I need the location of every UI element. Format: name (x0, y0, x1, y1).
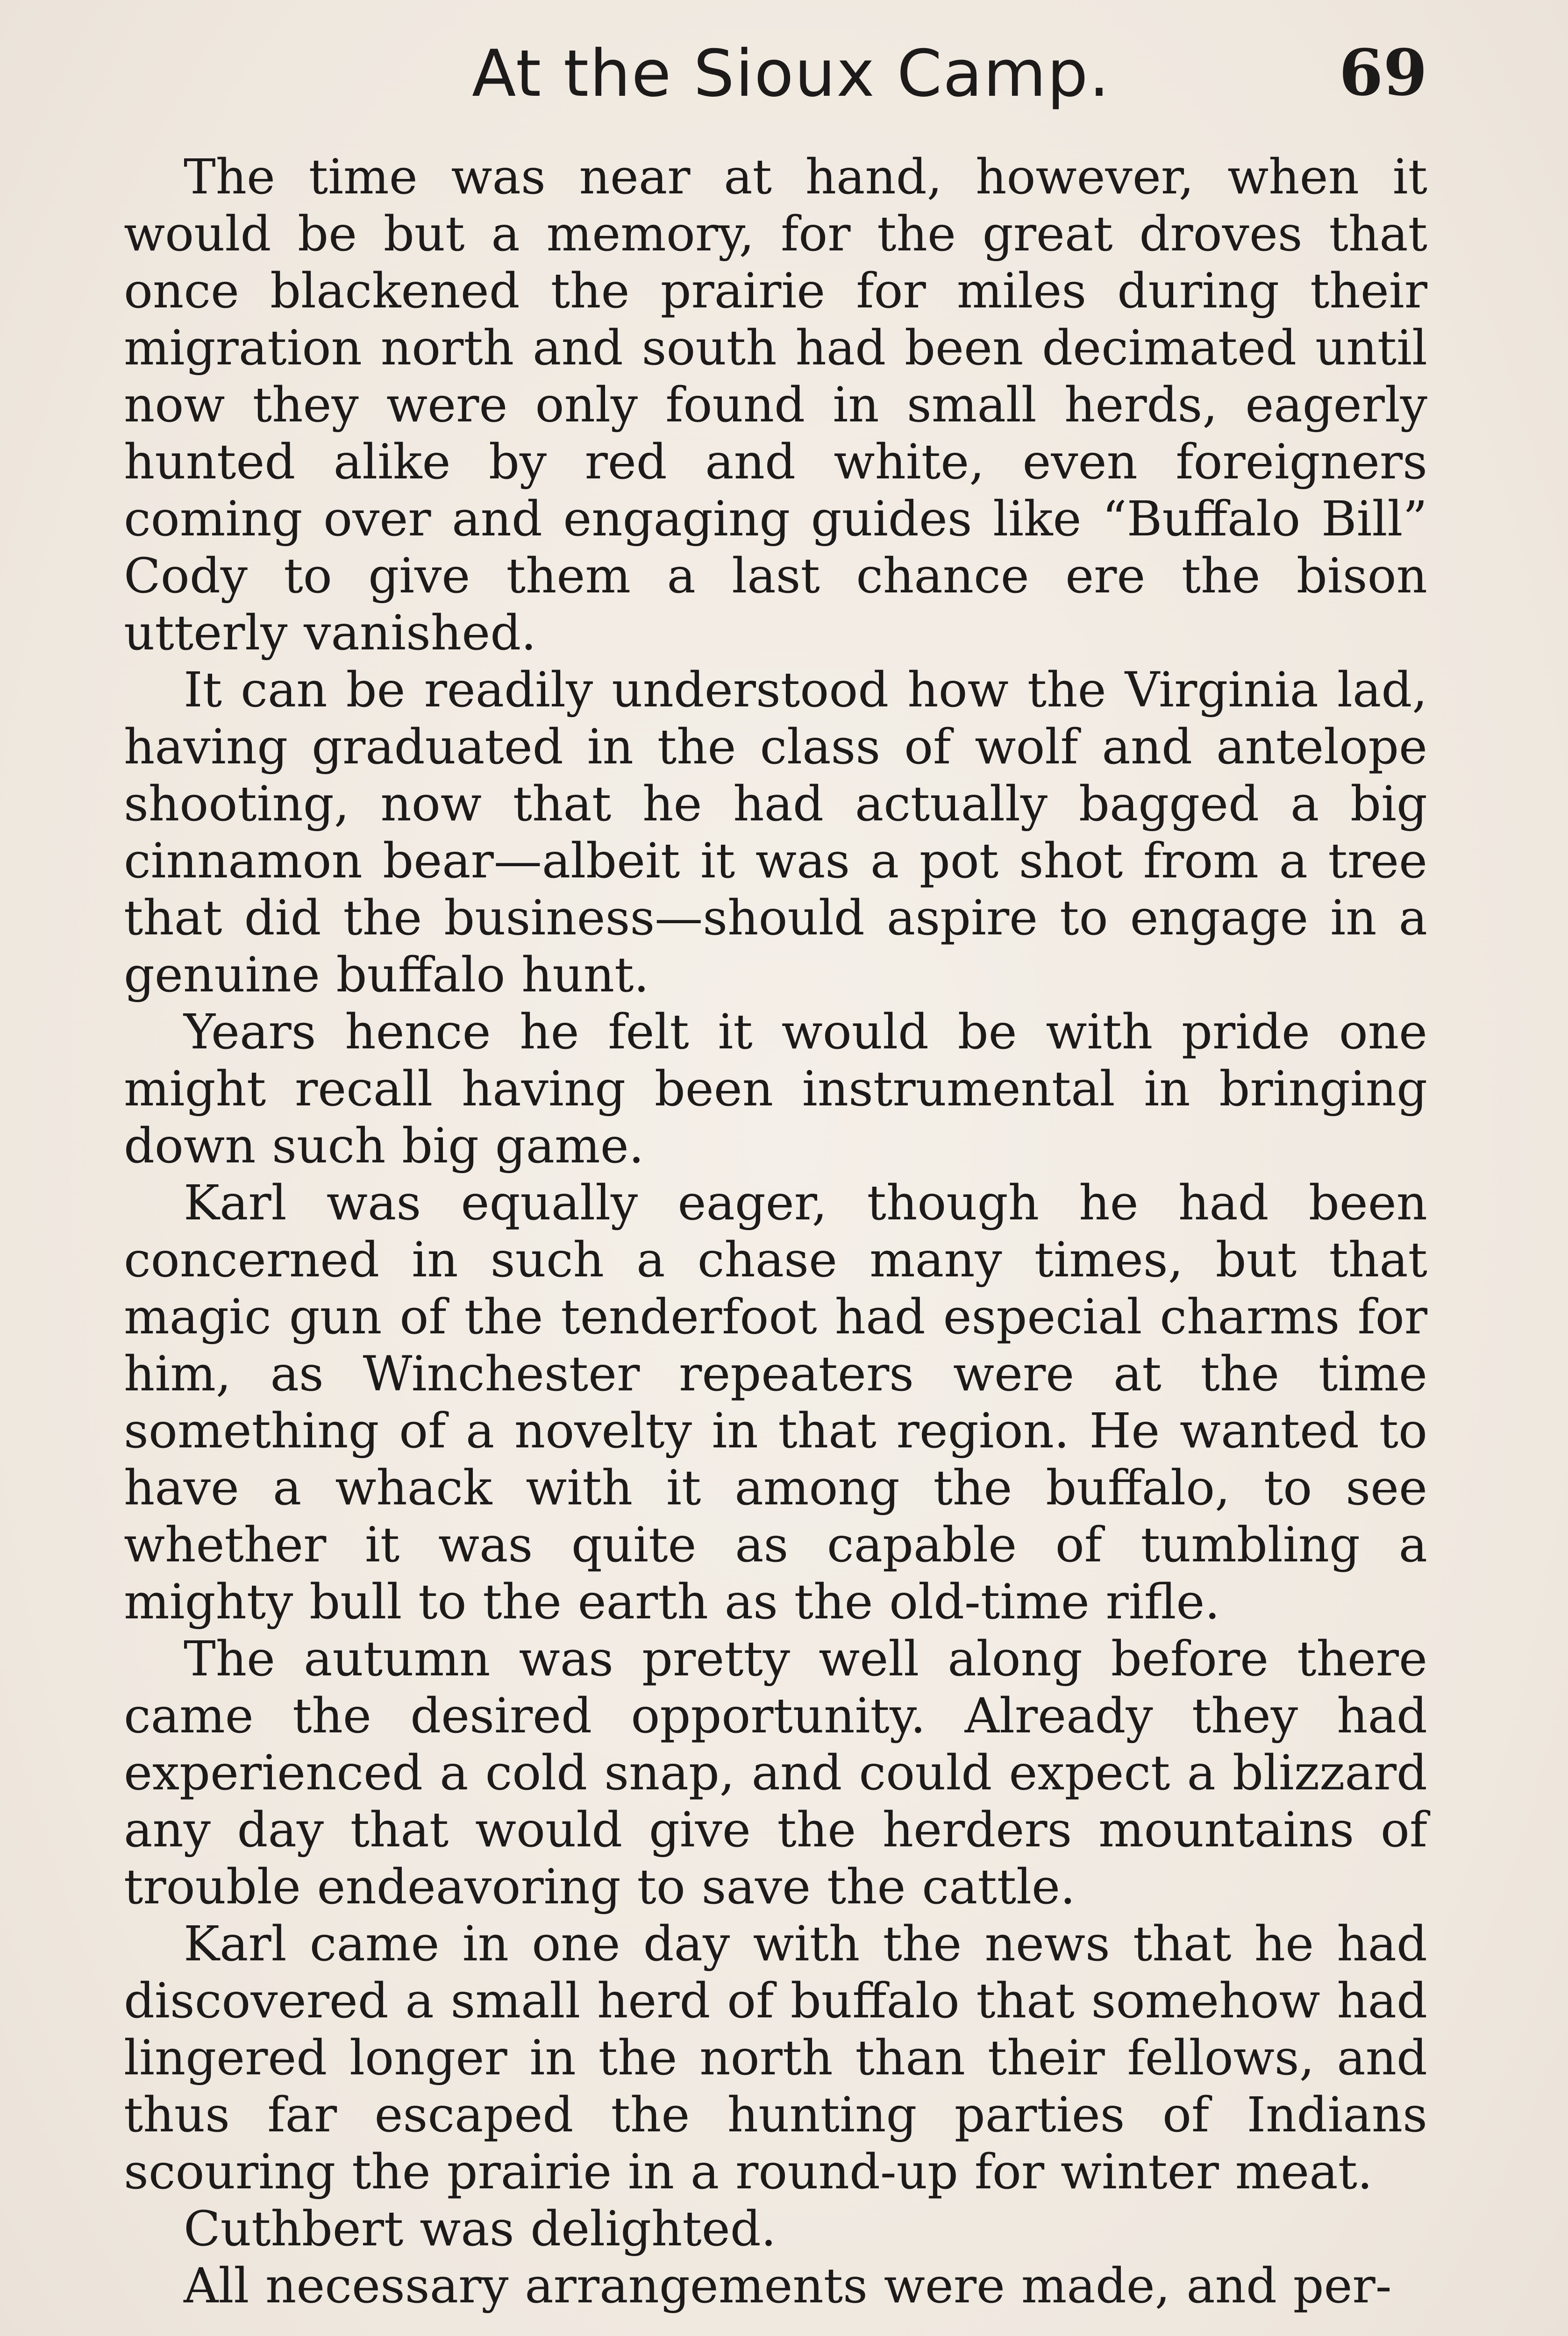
paragraph-6: Karl came in one day with the news that he had discovered a small herd of buffalo that somehow had lingered longer in the north than their fellows, and thus far escaped the hunting parties of Indians scouring the prairie in a round-up for winter meat. (124, 1916, 1427, 2200)
paragraph-7: Cuthbert was delighted. (184, 2201, 777, 2257)
paragraph-4: Karl was equally eager, though he had been concerned in such a chase many times, but that magic gun of the tenderfoot had especial charms for him, as Winchester repeaters were at the time something of a novelty in that region. He wanted to have a whack with it among the buffalo, to see whether it was quite as capable of tumbling a mighty bull to the earth as the old-time rifle. (124, 1175, 1427, 1630)
paragraph-2: It can be readily understood how the Virginia lad, having graduated in the class of wolf and antelope shooting, now that he had actually bagged a big cinnamon bear—albeit it was a pot shot from a tree that did the business—should aspire to engage in a genuine buffalo hunt. (124, 662, 1427, 1003)
chapter-title: At the Sioux Camp. (472, 36, 1111, 111)
paragraph-3: Years hence he felt it would be with pride one might recall having been instrumental in bringing down such big game. (124, 1004, 1427, 1174)
paragraph-1: The time was near at hand, however, when it would be but a memory, for the great droves that once blackened the prairie for miles during their migration north and south had been decimated until now they were only found in small herds, eagerly hunted alike by red and white, even foreigners coming over and engaging guides like “Buffalo Bill” Cody to give them a last chance ere the bison utterly vanished. (124, 149, 1427, 661)
paragraph-5: The autumn was pretty well along before there came the desired opportunity. Already they had experienced a cold snap, and could expect a blizzard any day that would give the herders mountains of trouble endeavoring to save the cattle. (124, 1631, 1427, 1915)
paragraph-8: All necessary arrangements were made, and per- (184, 2258, 1392, 2314)
body-text (124, 149, 1427, 2315)
page-number: 69 (1339, 36, 1427, 110)
running-head (124, 28, 1427, 126)
